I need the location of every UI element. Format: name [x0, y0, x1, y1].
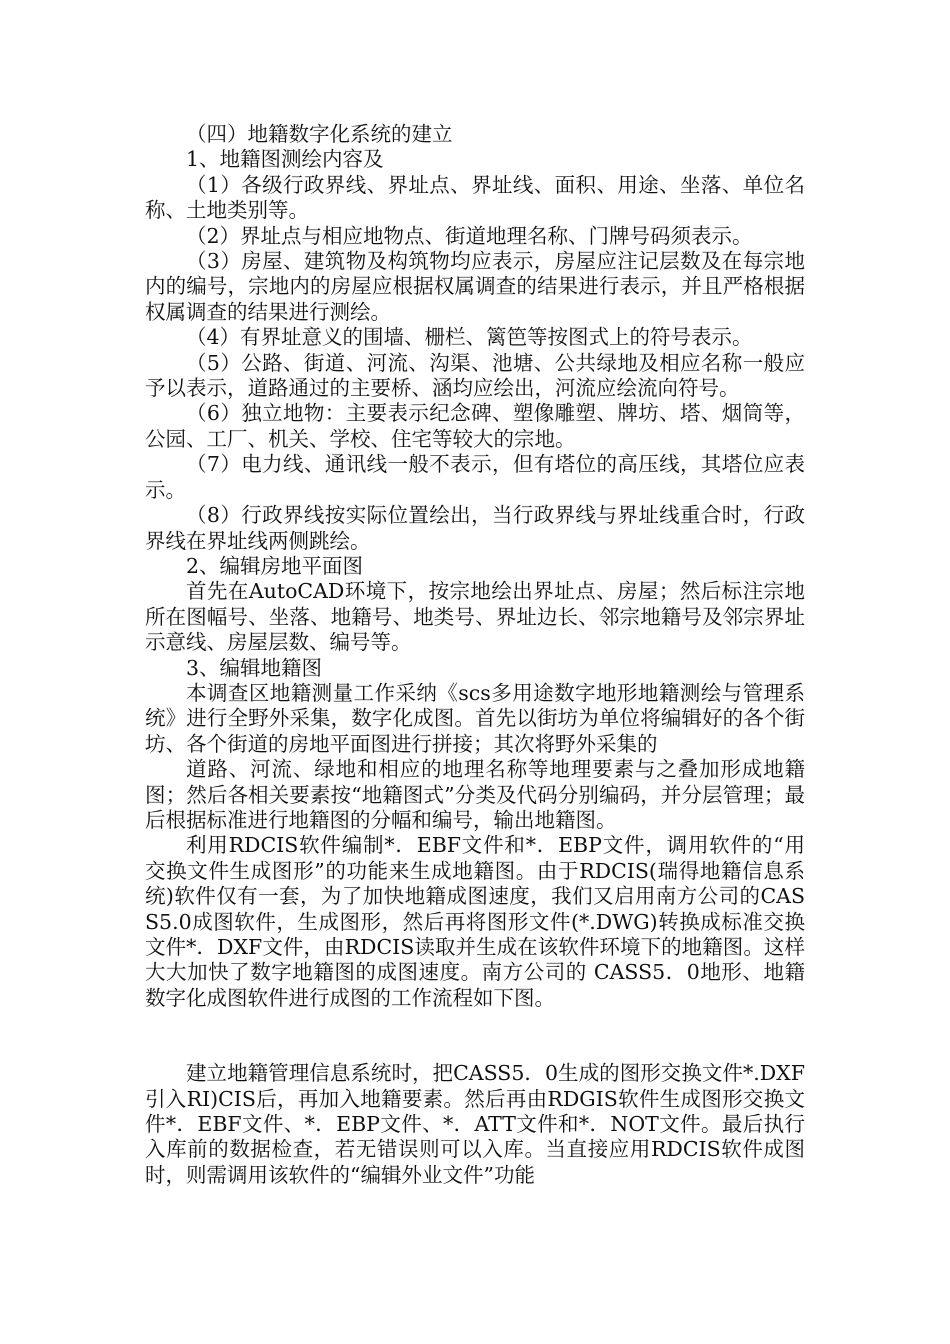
list-item: （5）公路、街道、河流、沟渠、池塘、公共绿地及相应名称一般应予以表示，道路通过的主要桥、涵均应绘出，河流应绘流向符号。 [145, 350, 805, 401]
document-page [145, 122, 805, 1188]
body-paragraph: 建立地籍管理信息系统时，把CASS5．0生成的图形交换文件*.DXF引入RI)CIS后，再加入地籍要素。然后再由RDGIS软件生成图形交换文件*．EBF文件、*．EBP文件、*．ATT文件和*．NOT文件。最后执行入库前的数据检查，若无错误则可以入库。当直接应用RDCIS软件成图时，则需调用该软件的“编辑外业文件”功能 [145, 1061, 805, 1187]
list-item: （4）有界址意义的围墙、栅栏、篱笆等按图式上的符号表示。 [186, 325, 753, 350]
body-paragraph: 首先在AutoCAD环境下，按宗地绘出界址点、房屋；然后标注宗地所在图幅号、坐落、地籍号、地类号、界址边长、邻宗地籍号及邻宗界址示意线、房屋层数、编号等。 [145, 579, 805, 655]
body-paragraph: 道路、河流、绿地和相应的地理名称等地理要素与之叠加形成地籍图；然后各相关要素按“地籍图式”分类及代码分别编码，并分层管理；最后根据标准进行地籍图的分幅和编号，输出地籍图。 [145, 757, 805, 832]
subsection-heading: 1、地籍图测绘内容及 [186, 147, 384, 172]
body-paragraph: 本调查区地籍测量工作采纳《scs多用途数字地形地籍测绘与管理系统》进行全野外采集，数字化成图。首先以街坊为单位将编辑好的各个街坊、各个街道的房地平面图进行拼接；其次将野外采集的 [145, 680, 805, 756]
subsection-heading: 2、编辑房地平面图 [186, 553, 364, 578]
list-item: （6）独立地物：主要表示纪念碑、塑像雕塑、牌坊、塔、烟筒等，公园、工厂、机关、学校、住宅等较大的宗地。 [145, 401, 805, 451]
section-heading: （四）地籍数字化系统的建立 [186, 122, 453, 146]
list-item: （2）界址点与相应地物点、街道地理名称、门牌号码须表示。 [186, 223, 753, 248]
subsection-heading: 3、编辑地籍图 [186, 655, 323, 680]
figure-placeholder [145, 1011, 805, 1061]
list-item: （1）各级行政界线、界址点、界址线、面积、用途、坐落、单位名称、土地类别等。 [145, 172, 805, 223]
list-item: （3）房屋、建筑物及构筑物均应表示，房屋应注记层数及在每宗地内的编号，宗地内的房屋应根据权属调查的结果进行表示，并且严格根据权属调查的结果进行测绘。 [145, 249, 805, 324]
body-paragraph: 利用RDCIS软件编制*．EBF文件和*．EBP文件，调用软件的“用交换文件生成图形”的功能来生成地籍图。由于RDCIS(瑞得地籍信息系统)软件仅有一套，为了加快地籍成图速度，我们又启用南方公司的CASS5.0成图软件，生成图形，然后再将图形文件(*.DWG)转换成标准交换文件*．DXF文件，由RDCIS读取并生成在该软件环境下的地籍图。这样大大加快了数字地籍图的成图速度。南方公司的 CASS5．0地形、地籍数字化成图软件进行成图的工作流程如下图。 [145, 833, 805, 1010]
list-item: （8）行政界线按实际位置绘出，当行政界线与界址线重合时，行政界线在界址线两侧跳绘。 [145, 503, 805, 553]
list-item: （7）电力线、通讯线一般不表示，但有塔位的高压线，其塔位应表示。 [145, 452, 805, 502]
